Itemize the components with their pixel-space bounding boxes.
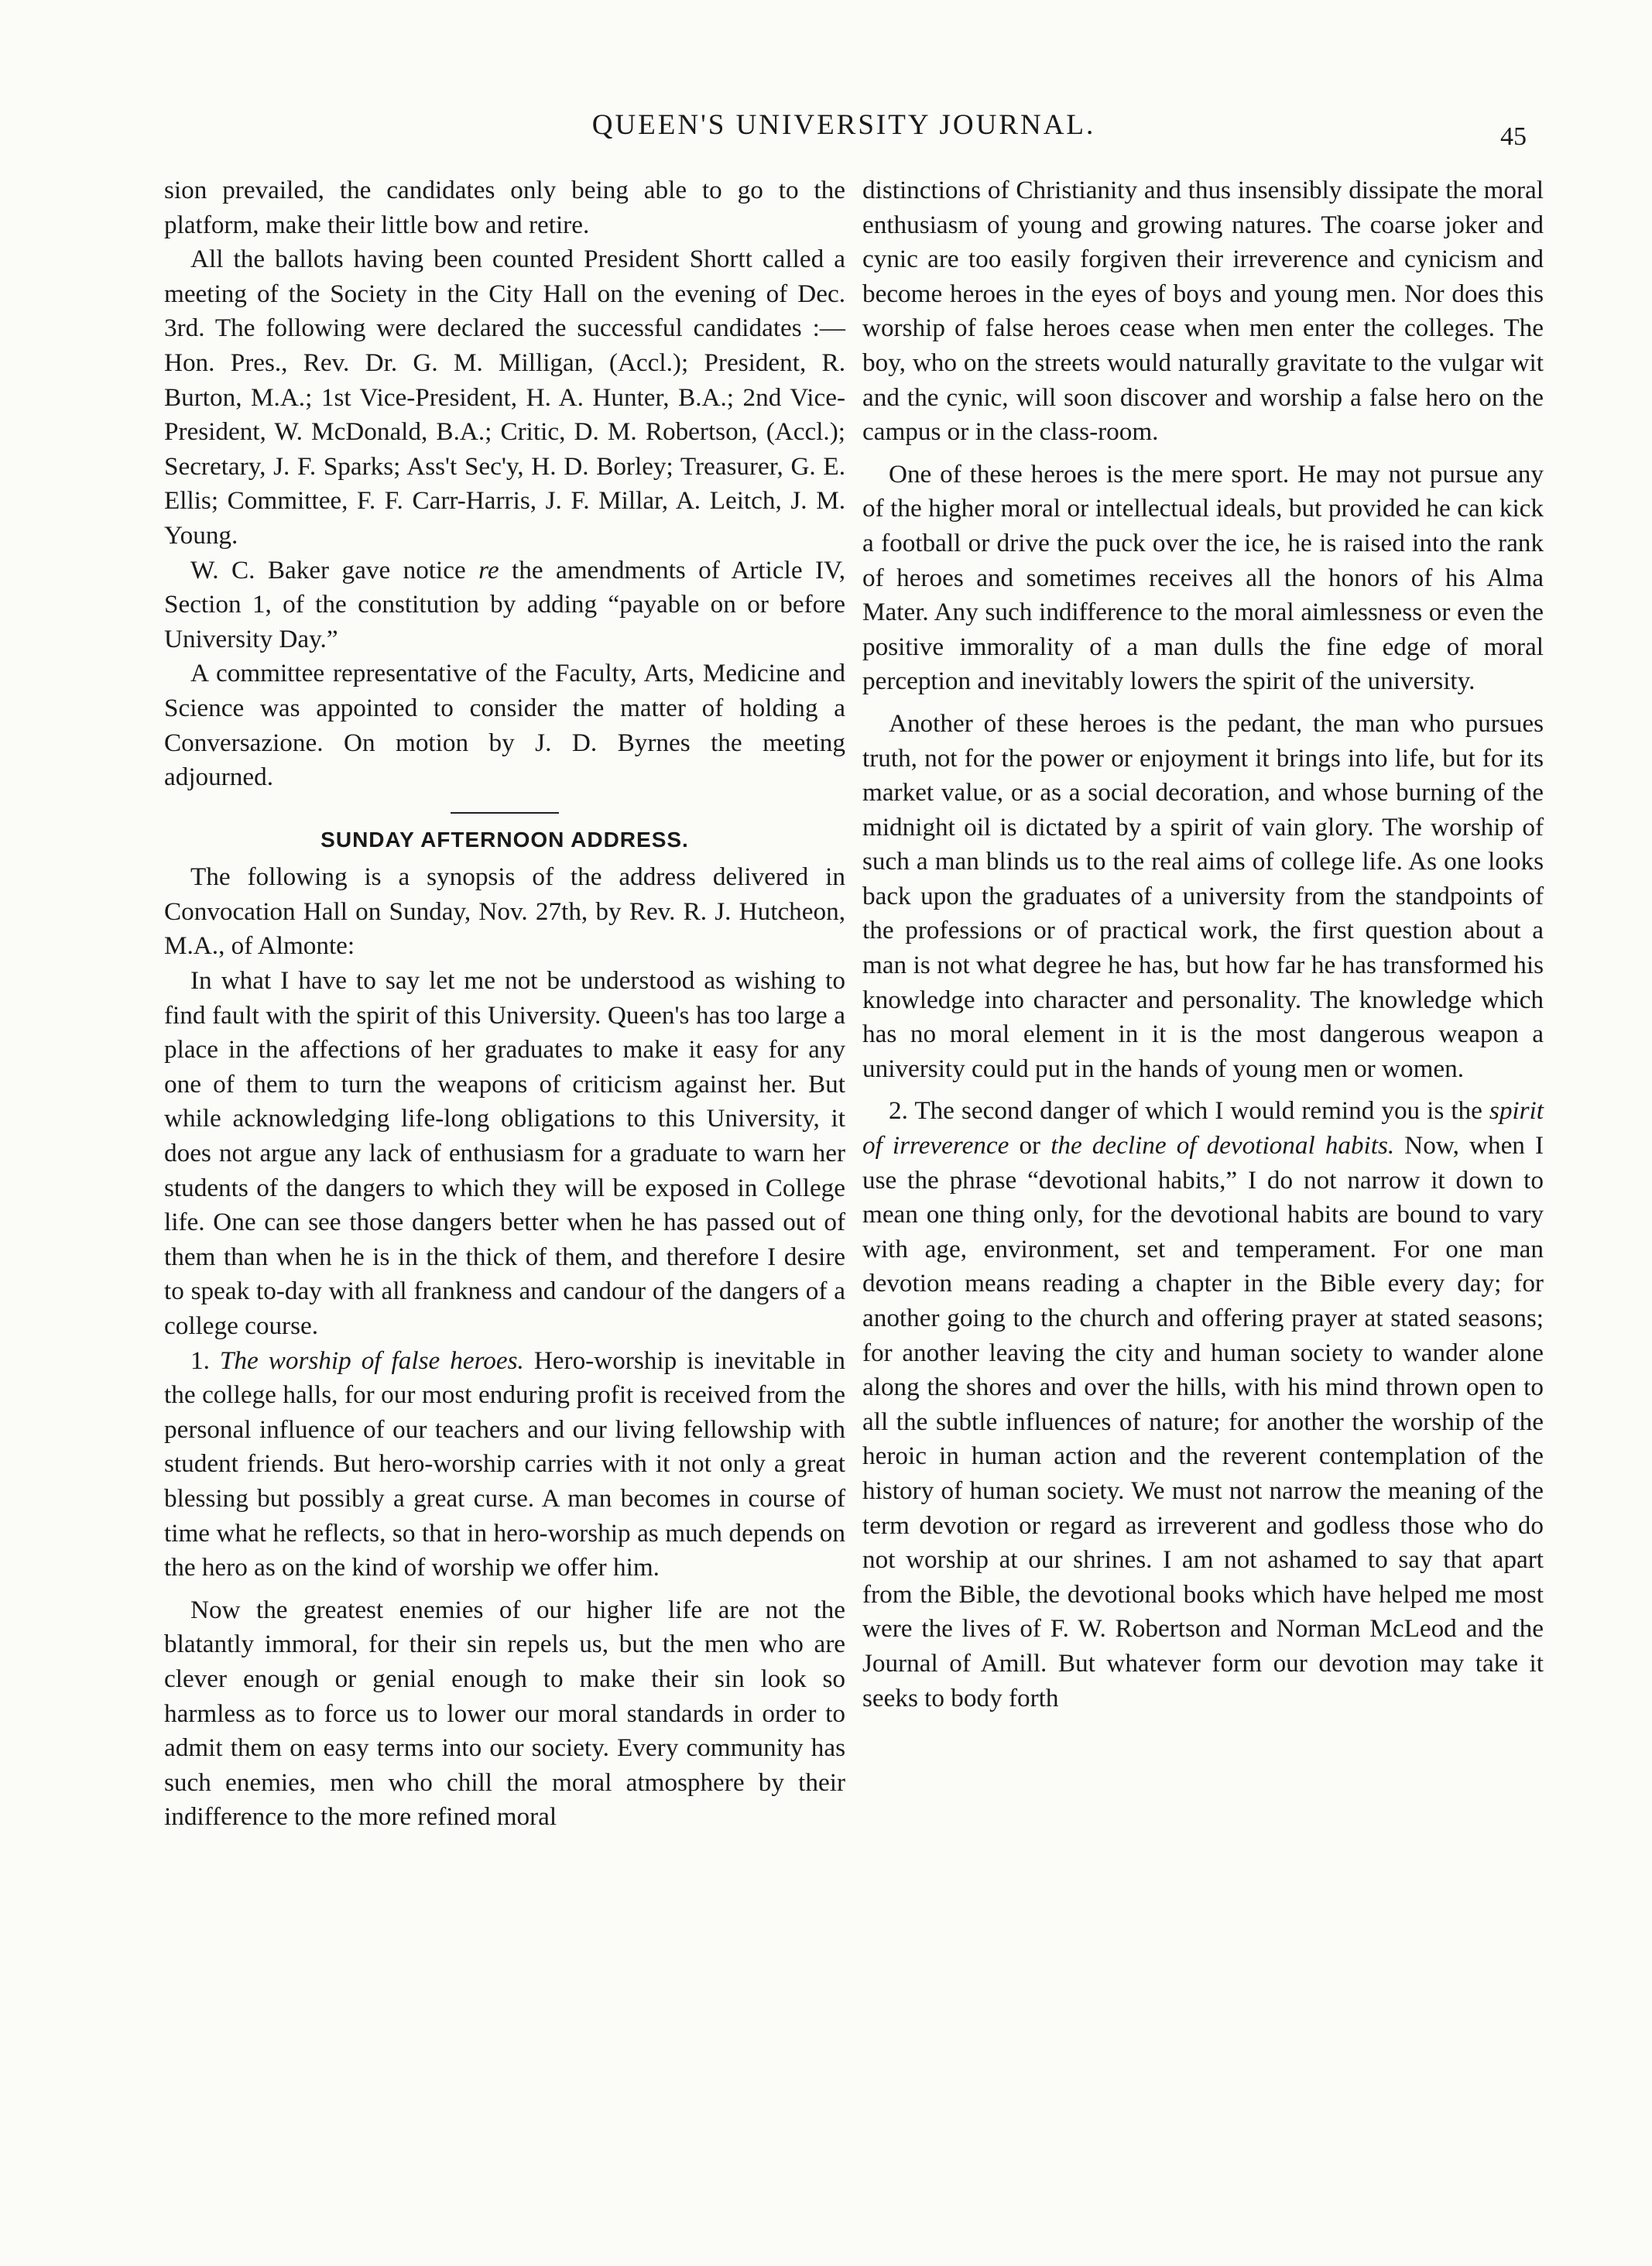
paragraph-gap — [164, 1586, 845, 1593]
section-divider — [451, 812, 559, 814]
point-heading-false-heroes: The worship of false heroes. — [219, 1346, 524, 1375]
left-paragraph-synopsis-intro: The following is a synopsis of the address delivered in Convocation Hall on Sunday, Nov. 27th, by Rev. R. J. Hutcheon, M.A., of Almonte: — [164, 862, 845, 961]
false-heroes-text: Hero-worship is inevitable in the college halls, for our most enduring profit is received from the personal influence of our teachers and our living fellowship with student friends. But hero-worship carries with it not only a great blessing but possibly a great curse. A man becomes in course of time what he reflects, so that in hero-worship as much depends on the hero as on the kind of worship we offer him. — [164, 1346, 846, 1582]
left-paragraph-address-opening: In what I have to say let me not be understood as wishing to find fault with the spirit of this University. Queen's has too large a place in the affections of her graduates to make it easy for any one of them to turn the weapons of criticism against her. But while acknowledging life-long obligations to this University, it does not argue any lack of enthusiasm for a graduate to warn her students of the dangers to which they will be exposed in College life. One can see those dangers better when he has passed out of them than when he is in the thick of them, and therefore I desire to speak to-day with all frankness and candour of the dangers of a college course. — [164, 966, 845, 1340]
section-title: SUNDAY AFTERNOON ADDRESS. — [320, 827, 689, 852]
left-paragraph-notice — [164, 554, 845, 657]
right-column — [862, 173, 1544, 1716]
right-paragraph-1: distinctions of Christianity and thus insensibly dissipate the moral enthusiasm of young and growing natures. The coarse joker and cynic are too easily forgiven their irreverence and cynicism and become heroes in the eyes of boys and young men. Nor does this worship of false heroes cease when men enter the colleges. The boy, who on the streets would naturally gravitate to the vulgar wit and the cynic, will soon discover and worship a false hero on the campus or in the class-room. — [862, 176, 1544, 447]
right-paragraph-pedant: Another of these heroes is the pedant, the man who pursues truth, not for the power or enjoyment it brings into life, but for its market value, or as a social decoration, and whose burning of the midnight oil is dictated by a spirit of vain glory. The worship of such a man blinds us to the real aims of college life. As one looks back upon the graduates of a university from the standpoints of the professions or of practical work, the first question about a man is not what degree he has, but how far he has transformed his knowledge into character and personality. The knowledge which has no moral element in it is the most dangerous weapon a university could put in the hands of young men or women. — [862, 708, 1544, 1083]
left-paragraph-enemies: Now the greatest enemies of our higher life are not the blatantly immoral, for their sin repels us, but the men who are clever enough or genial enough to make their sin look so harmless as to force us to lower our moral standards in order to admit them on easy terms into our society. Every community has such enemies, men who chill the moral atmosphere by their indifference to the more refined moral — [164, 1595, 845, 1832]
paragraph-gap — [862, 699, 1544, 707]
irreverence-text-a: 2. The second danger of which I would remind you is the — [889, 1096, 1482, 1126]
page-number: 45 — [1500, 122, 1527, 151]
left-paragraph-election-results: All the ballots having been counted President Shortt called a meeting of the Society in the City Hall on the evening of Dec. 3rd. The following were declared the successful candidates :—Hon. Pres., Rev. Dr. G. M. Milligan, (Accl.); President, R. Burton, M.A.; 1st Vice-President, H. A. Hunter, B.A.; 2nd Vice-President, W. McDonald, B.A.; Critic, D. M. Robertson, (Accl.); Secretary, J. F. Sparks; Ass't Sec'y, H. D. Borley; Treasurer, G. E. Ellis; Committee, F. F. Carr-Harris, J. F. Millar, A. Leitch, J. M. Young. — [164, 245, 845, 550]
right-paragraph-sport: One of these heroes is the mere sport. He may not pursue any of the higher moral or intellectual ideals, but provided he can kick a football or drive the puck over the ice, he is raised into the rank of heroes and sometimes receives all the honors of his Alma Mater. Any such indifference to the moral aimlessness or even the positive immorality of a man dulls the fine edge of moral perception and inevitably lowers the spirit of the university. — [862, 459, 1544, 696]
left-column — [164, 173, 845, 1835]
irreverence-or: or — [1019, 1131, 1041, 1160]
left-paragraph-committee: A committee representative of the Faculty, Arts, Medicine and Science was appointed to consider the matter of holding a Conversazione. On motion by J. D. Byrnes the meeting adjourned. — [164, 659, 845, 792]
left-paragraph-false-heroes — [164, 1344, 845, 1586]
paragraph-gap — [862, 450, 1544, 458]
notice-text-b: the amendments of Article IV, Section 1, of the constitution by adding “payable on or before University Day.” — [164, 555, 846, 653]
point-number-1: 1. — [190, 1346, 210, 1375]
paragraph-gap — [862, 1086, 1544, 1094]
running-title: QUEEN'S UNIVERSITY JOURNAL. — [591, 109, 1096, 141]
notice-text-a: W. C. Baker gave notice — [190, 555, 466, 584]
irreverence-italic-2: the decline of devotional habits. — [1050, 1131, 1395, 1160]
irreverence-italic-1: spirit of irreverence — [862, 1096, 1544, 1160]
left-paragraph-1: sion prevailed, the candidates only being able to go to the platform, make their little bow and retire. — [164, 176, 845, 239]
irreverence-text-b: Now, when I use the phrase “devotional habits,” I do not narrow it down to mean one thing only, for the devotional habits are bound to vary with age, environment, set and temperament. For one man devotion means reading a chapter in the Bible every day; for another going to the church and offering prayer at stated seasons; for another leaving the city and human society to wander alone along the shores and over the hills, with his mind thrown open to all the subtle influences of nature; for another the worship of the heroic in human action and the reverent contemplation of the history of human society. We must not narrow the meaning of the term devotion or regard as irreverent and godless those who do not worship at our shrines. I am not ashamed to say that apart from the Bible, the devotional books which have helped me most were the lives of F. W. Robertson and Norman McLeod and the Journal of Amill. But whatever form our devotion may take it seeks to body forth — [862, 1131, 1544, 1712]
notice-re: re — [478, 555, 499, 584]
right-paragraph-irreverence — [862, 1094, 1544, 1716]
